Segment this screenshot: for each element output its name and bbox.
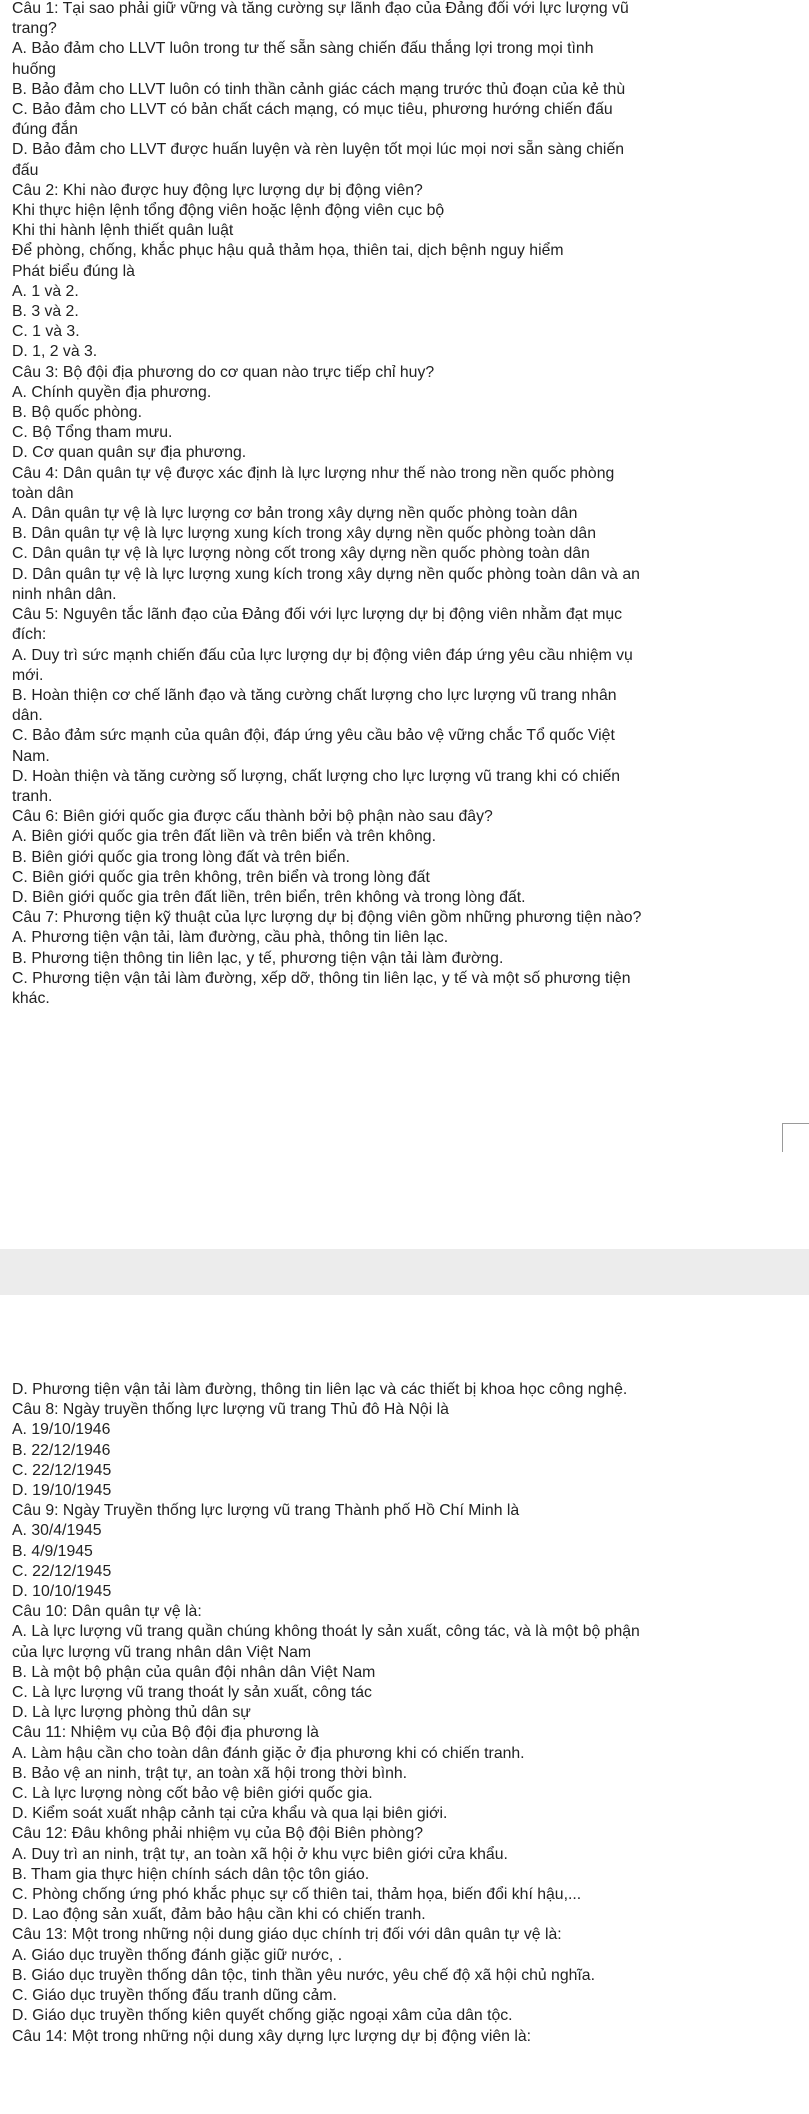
- question-line: Câu 8: Ngày truyền thống lực lượng vũ trang Thủ đô Hà Nội là: [12, 1401, 449, 1419]
- text-line: D. Kiểm soát xuất nhập cảnh tại cửa khẩu và qua lại biên giới.: [12, 1805, 448, 1823]
- text-line: A. Là lực lượng vũ trang quần chúng không thoát ly sản xuất, công tác, và là một bộ phận: [12, 1623, 640, 1641]
- text-line: B. Phương tiện thông tin liên lạc, y tế, phương tiện vận tải làm đường.: [12, 949, 504, 967]
- text-line: trang?: [12, 20, 57, 38]
- question-line: Câu 1: Tại sao phải giữ vững và tăng cường sự lãnh đạo của Đảng đối với lực lượng vũ: [12, 0, 629, 17]
- text-line: tranh.: [12, 787, 53, 805]
- text-line: A. Duy trì sức mạnh chiến đấu của lực lượng dự bị động viên đáp ứng yêu cầu nhiệm vụ: [12, 646, 633, 664]
- text-line: A. 1 và 2.: [12, 282, 79, 300]
- question-line: Câu 4: Dân quân tự vệ được xác định là lực lượng như thế nào trong nền quốc phòng: [12, 464, 615, 482]
- text-line: A. Chính quyền địa phương.: [12, 383, 212, 401]
- text-line: ninh nhân dân.: [12, 585, 117, 603]
- text-line: toàn dân: [12, 484, 74, 502]
- text-line: D. Lao động sản xuất, đảm bảo hậu cần khi có chiến tranh.: [12, 1906, 426, 1924]
- text-line: D. Dân quân tự vệ là lực lượng xung kích trong xây dựng nền quốc phòng toàn dân và an: [12, 565, 640, 583]
- text-line: Khi thực hiện lệnh tổng động viên hoặc lệnh động viên cục bộ: [12, 202, 445, 220]
- text-line: C. 22/12/1945: [12, 1562, 112, 1580]
- text-line: A. Giáo dục truyền thống đánh giặc giữ nước, .: [12, 1946, 343, 1964]
- text-line: B. 4/9/1945: [12, 1542, 93, 1560]
- text-line: D. 10/10/1945: [12, 1583, 112, 1601]
- text-line: C. 22/12/1945: [12, 1461, 112, 1479]
- text-line: B. Giáo dục truyền thống dân tộc, tinh thần yêu nước, yêu chế độ xã hội chủ nghĩa.: [12, 1966, 595, 1984]
- text-line: D. Giáo dục truyền thống kiên quyết chống giặc ngoại xâm của dân tộc.: [12, 2007, 513, 2025]
- text-line: D. 19/10/1945: [12, 1482, 112, 1500]
- text-line: huống: [12, 60, 56, 78]
- question-line: Câu 13: Một trong những nội dung giáo dục chính trị đối với dân quân tự vệ là:: [12, 1926, 562, 1944]
- question-line: Câu 3: Bộ đội địa phương do cơ quan nào trực tiếp chỉ huy?: [12, 363, 435, 381]
- text-line: A. Bảo đảm cho LLVT luôn trong tư thế sẵn sàng chiến đấu thắng lợi trong mọi tình: [12, 40, 594, 58]
- text-line: B. Bảo đảm cho LLVT luôn có tinh thần cảnh giác cách mạng trước thủ đoạn của kẻ thù: [12, 80, 626, 98]
- text-line: A. Biên giới quốc gia trên đất liền và trên biển và trên không.: [12, 828, 436, 846]
- text-line: D. Là lực lượng phòng thủ dân sự: [12, 1704, 251, 1722]
- page-1-text: [12, 0, 792, 1009]
- page-separator: [0, 1249, 809, 1295]
- question-line: Câu 11: Nhiệm vụ của Bộ đội địa phương là: [12, 1724, 319, 1742]
- text-line: C. 1 và 3.: [12, 323, 80, 341]
- text-line: B. 22/12/1946: [12, 1441, 111, 1459]
- text-line: Khi thi hành lệnh thiết quân luật: [12, 222, 234, 240]
- text-line: B. Bộ quốc phòng.: [12, 404, 142, 422]
- text-line: D. Hoàn thiện và tăng cường số lượng, chất lượng cho lực lượng vũ trang khi có chiến: [12, 767, 621, 785]
- text-line: D. Phương tiện vận tải làm đường, thông tin liên lạc và các thiết bị khoa học công nghệ.: [12, 1381, 628, 1398]
- text-line: đích:: [12, 626, 47, 644]
- question-line: Câu 6: Biên giới quốc gia được cấu thành bởi bộ phận nào sau đây?: [12, 808, 493, 826]
- text-line: C. Giáo dục truyền thống đấu tranh dũng cảm.: [12, 1987, 337, 2005]
- text-line: A. 19/10/1946: [12, 1421, 111, 1439]
- text-line: C. Là lực lượng vũ trang thoát ly sản xuất, công tác: [12, 1684, 372, 1702]
- text-line: B. 3 và 2.: [12, 303, 79, 321]
- text-line: C. Bảo đảm cho LLVT có bản chất cách mạng, có mục tiêu, phương hướng chiến đấu: [12, 101, 613, 119]
- text-line: khác.: [12, 989, 50, 1007]
- text-line: B. Tham gia thực hiện chính sách dân tộc tôn giáo.: [12, 1865, 370, 1883]
- text-line: C. Bảo đảm sức mạnh của quân đội, đáp ứng yêu cầu bảo vệ vững chắc Tổ quốc Việt: [12, 727, 615, 745]
- text-line: đấu: [12, 161, 39, 179]
- question-line: Câu 14: Một trong những nội dung xây dựng lực lượng dự bị động viên là:: [12, 2027, 532, 2045]
- text-line: mới.: [12, 666, 44, 684]
- text-line: C. Bộ Tổng tham mưu.: [12, 424, 173, 442]
- text-line: B. Biên giới quốc gia trong lòng đất và trên biển.: [12, 848, 350, 866]
- text-line: Nam.: [12, 747, 50, 765]
- text-line: A. Dân quân tự vệ là lực lượng cơ bản trong xây dựng nền quốc phòng toàn dân: [12, 505, 578, 523]
- text-line: Để phòng, chống, khắc phục hậu quả thảm họa, thiên tai, dịch bệnh nguy hiểm: [12, 242, 564, 260]
- text-line: C. Phương tiện vận tải làm đường, xếp dỡ, thông tin liên lạc, y tế và một số phương tiện: [12, 969, 631, 987]
- text-line: B. Hoàn thiện cơ chế lãnh đạo và tăng cường chất lượng cho lực lượng vũ trang nhân: [12, 686, 617, 704]
- text-line: D. Bảo đảm cho LLVT được huấn luyện và rèn luyện tốt mọi lúc mọi nơi sẵn sàng chiến: [12, 141, 625, 159]
- text-line: B. Bảo vệ an ninh, trật tự, an toàn xã hội trong thời bình.: [12, 1764, 408, 1782]
- text-line: Phát biểu đúng là: [12, 262, 135, 280]
- text-line: A. Duy trì an ninh, trật tự, an toàn xã hội ở khu vực biên giới cửa khẩu.: [12, 1845, 508, 1863]
- question-line: Câu 2: Khi nào được huy động lực lượng dự bị động viên?: [12, 181, 423, 199]
- question-line: Câu 7: Phương tiện kỹ thuật của lực lượng dự bị động viên gồm những phương tiện nào?: [12, 909, 642, 927]
- text-line: A. Phương tiện vận tải, làm đường, cầu phà, thông tin liên lạc.: [12, 929, 449, 947]
- text-line: C. Là lực lượng nòng cốt bảo vệ biên giới quốc gia.: [12, 1785, 373, 1803]
- text-line: B. Là một bộ phận của quân đội nhân dân Việt Nam: [12, 1663, 376, 1681]
- page-corner-mark: [782, 1123, 809, 1152]
- text-line: A. 30/4/1945: [12, 1522, 102, 1540]
- question-line: Câu 5: Nguyên tắc lãnh đạo của Đảng đối với lực lượng dự bị động viên nhằm đạt mục: [12, 606, 623, 624]
- document-page-2: [0, 1295, 809, 2114]
- text-line: đúng đắn: [12, 121, 78, 139]
- text-line: C. Phòng chống ứng phó khắc phục sự cố thiên tai, thảm họa, biến đổi khí hậu,...: [12, 1886, 582, 1904]
- text-line: A. Làm hậu cần cho toàn dân đánh giặc ở địa phương khi có chiến tranh.: [12, 1744, 525, 1762]
- text-line: dân.: [12, 707, 43, 725]
- question-line: Câu 10: Dân quân tự vệ là:: [12, 1603, 202, 1621]
- text-line: D. 1, 2 và 3.: [12, 343, 98, 361]
- page-2-text: [12, 1380, 792, 2047]
- text-line: C. Dân quân tự vệ là lực lượng nòng cốt trong xây dựng nền quốc phòng toàn dân: [12, 545, 590, 563]
- question-line: Câu 9: Ngày Truyền thống lực lượng vũ trang Thành phố Hồ Chí Minh là: [12, 1502, 520, 1520]
- text-line: B. Dân quân tự vệ là lực lượng xung kích trong xây dựng nền quốc phòng toàn dân: [12, 525, 596, 543]
- question-line: Câu 12: Đâu không phải nhiệm vụ của Bộ đội Biên phòng?: [12, 1825, 424, 1843]
- text-line: C. Biên giới quốc gia trên không, trên biển và trong lòng đất: [12, 868, 430, 886]
- text-line: của lực lượng vũ trang nhân dân Việt Nam: [12, 1643, 312, 1661]
- text-line: D. Cơ quan quân sự địa phương.: [12, 444, 247, 462]
- text-line: D. Biên giới quốc gia trên đất liền, trên biển, trên không và trong lòng đất.: [12, 888, 526, 906]
